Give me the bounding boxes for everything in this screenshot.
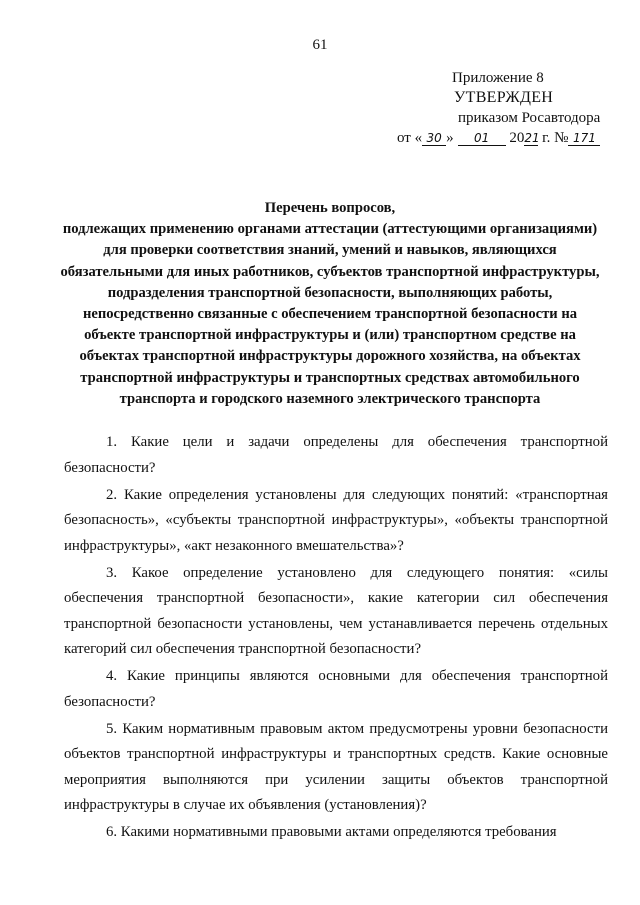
question-item: 5. Каким нормативным правовым актом предусмотрены уровни безопасности объектов транспортной инфраструктуры и транспортных средств. Какие основные мероприятия выполняются при усилении защиты объектов транспортной инфраструктуры в случае их объявления (установления)? — [64, 720, 608, 813]
question-item: 2. Какие определения установлены для следующих понятий: «транспортная безопасность», «субъекты транспортной инфраструктуры», «объекты транспортной инфраструктуры», «акт незаконного вмешательства»? — [64, 486, 608, 554]
handwritten-month: 01 — [458, 131, 506, 146]
handwritten-order-number: 171 — [568, 131, 600, 146]
date-quote-close: » — [446, 130, 454, 146]
question-item: 4. Какие принципы являются основными для обеспечения транспортной безопасности? — [64, 668, 608, 710]
date-prefix: от « — [397, 130, 423, 146]
page-number: 61 — [312, 37, 328, 53]
approved-label: УТВЕРЖДЕН — [454, 89, 554, 106]
title-heading: Перечень вопросов, — [264, 200, 396, 216]
title-body: подлежащих применению органами аттестации (аттестующими организациями) для проверки соответствия знаний, умений и навыков, являющихся обязательными для иных работников, субъектов транспортной инфраструктуры, подразделения транспортной безопасности, выполняющих работы, непосредственно связанные с обеспечением транспортной безопасности на объекте транспортной инфраструктуры и (или) транспортном средстве на объектах транспортной инфраструктуры дорожного хозяйства, на объектах транспортной инфраструктуры и транспортных средствах автомобильного транспорта и городского наземного электрического транспорта — [60, 221, 600, 407]
question-item: 3. Какое определение установлено для следующего понятия: «силы обеспечения транспортной безопасности», какие категории сил обеспечения транспортной безопасности установлены, чем устанавливается перечень отдельных категорий сил обеспечения транспортной безопасности? — [64, 564, 608, 657]
document-title — [60, 198, 600, 410]
order-by-label: приказом Росавтодора — [458, 110, 601, 126]
question-item: 6. Какими нормативными правовыми актами определяются требования — [106, 824, 557, 840]
handwritten-day: 30 — [422, 131, 446, 146]
order-date-line — [397, 128, 630, 148]
year-prefix: 20 — [509, 130, 525, 146]
approval-stamp — [397, 68, 630, 148]
handwritten-year: 21 — [524, 131, 540, 145]
year-after: г. № — [538, 130, 569, 146]
questions-list — [64, 430, 608, 847]
question-item: 1. Какие цели и задачи определены для обеспечения транспортной безопасности? — [64, 434, 608, 476]
appendix-label: Приложение 8 — [452, 70, 544, 86]
